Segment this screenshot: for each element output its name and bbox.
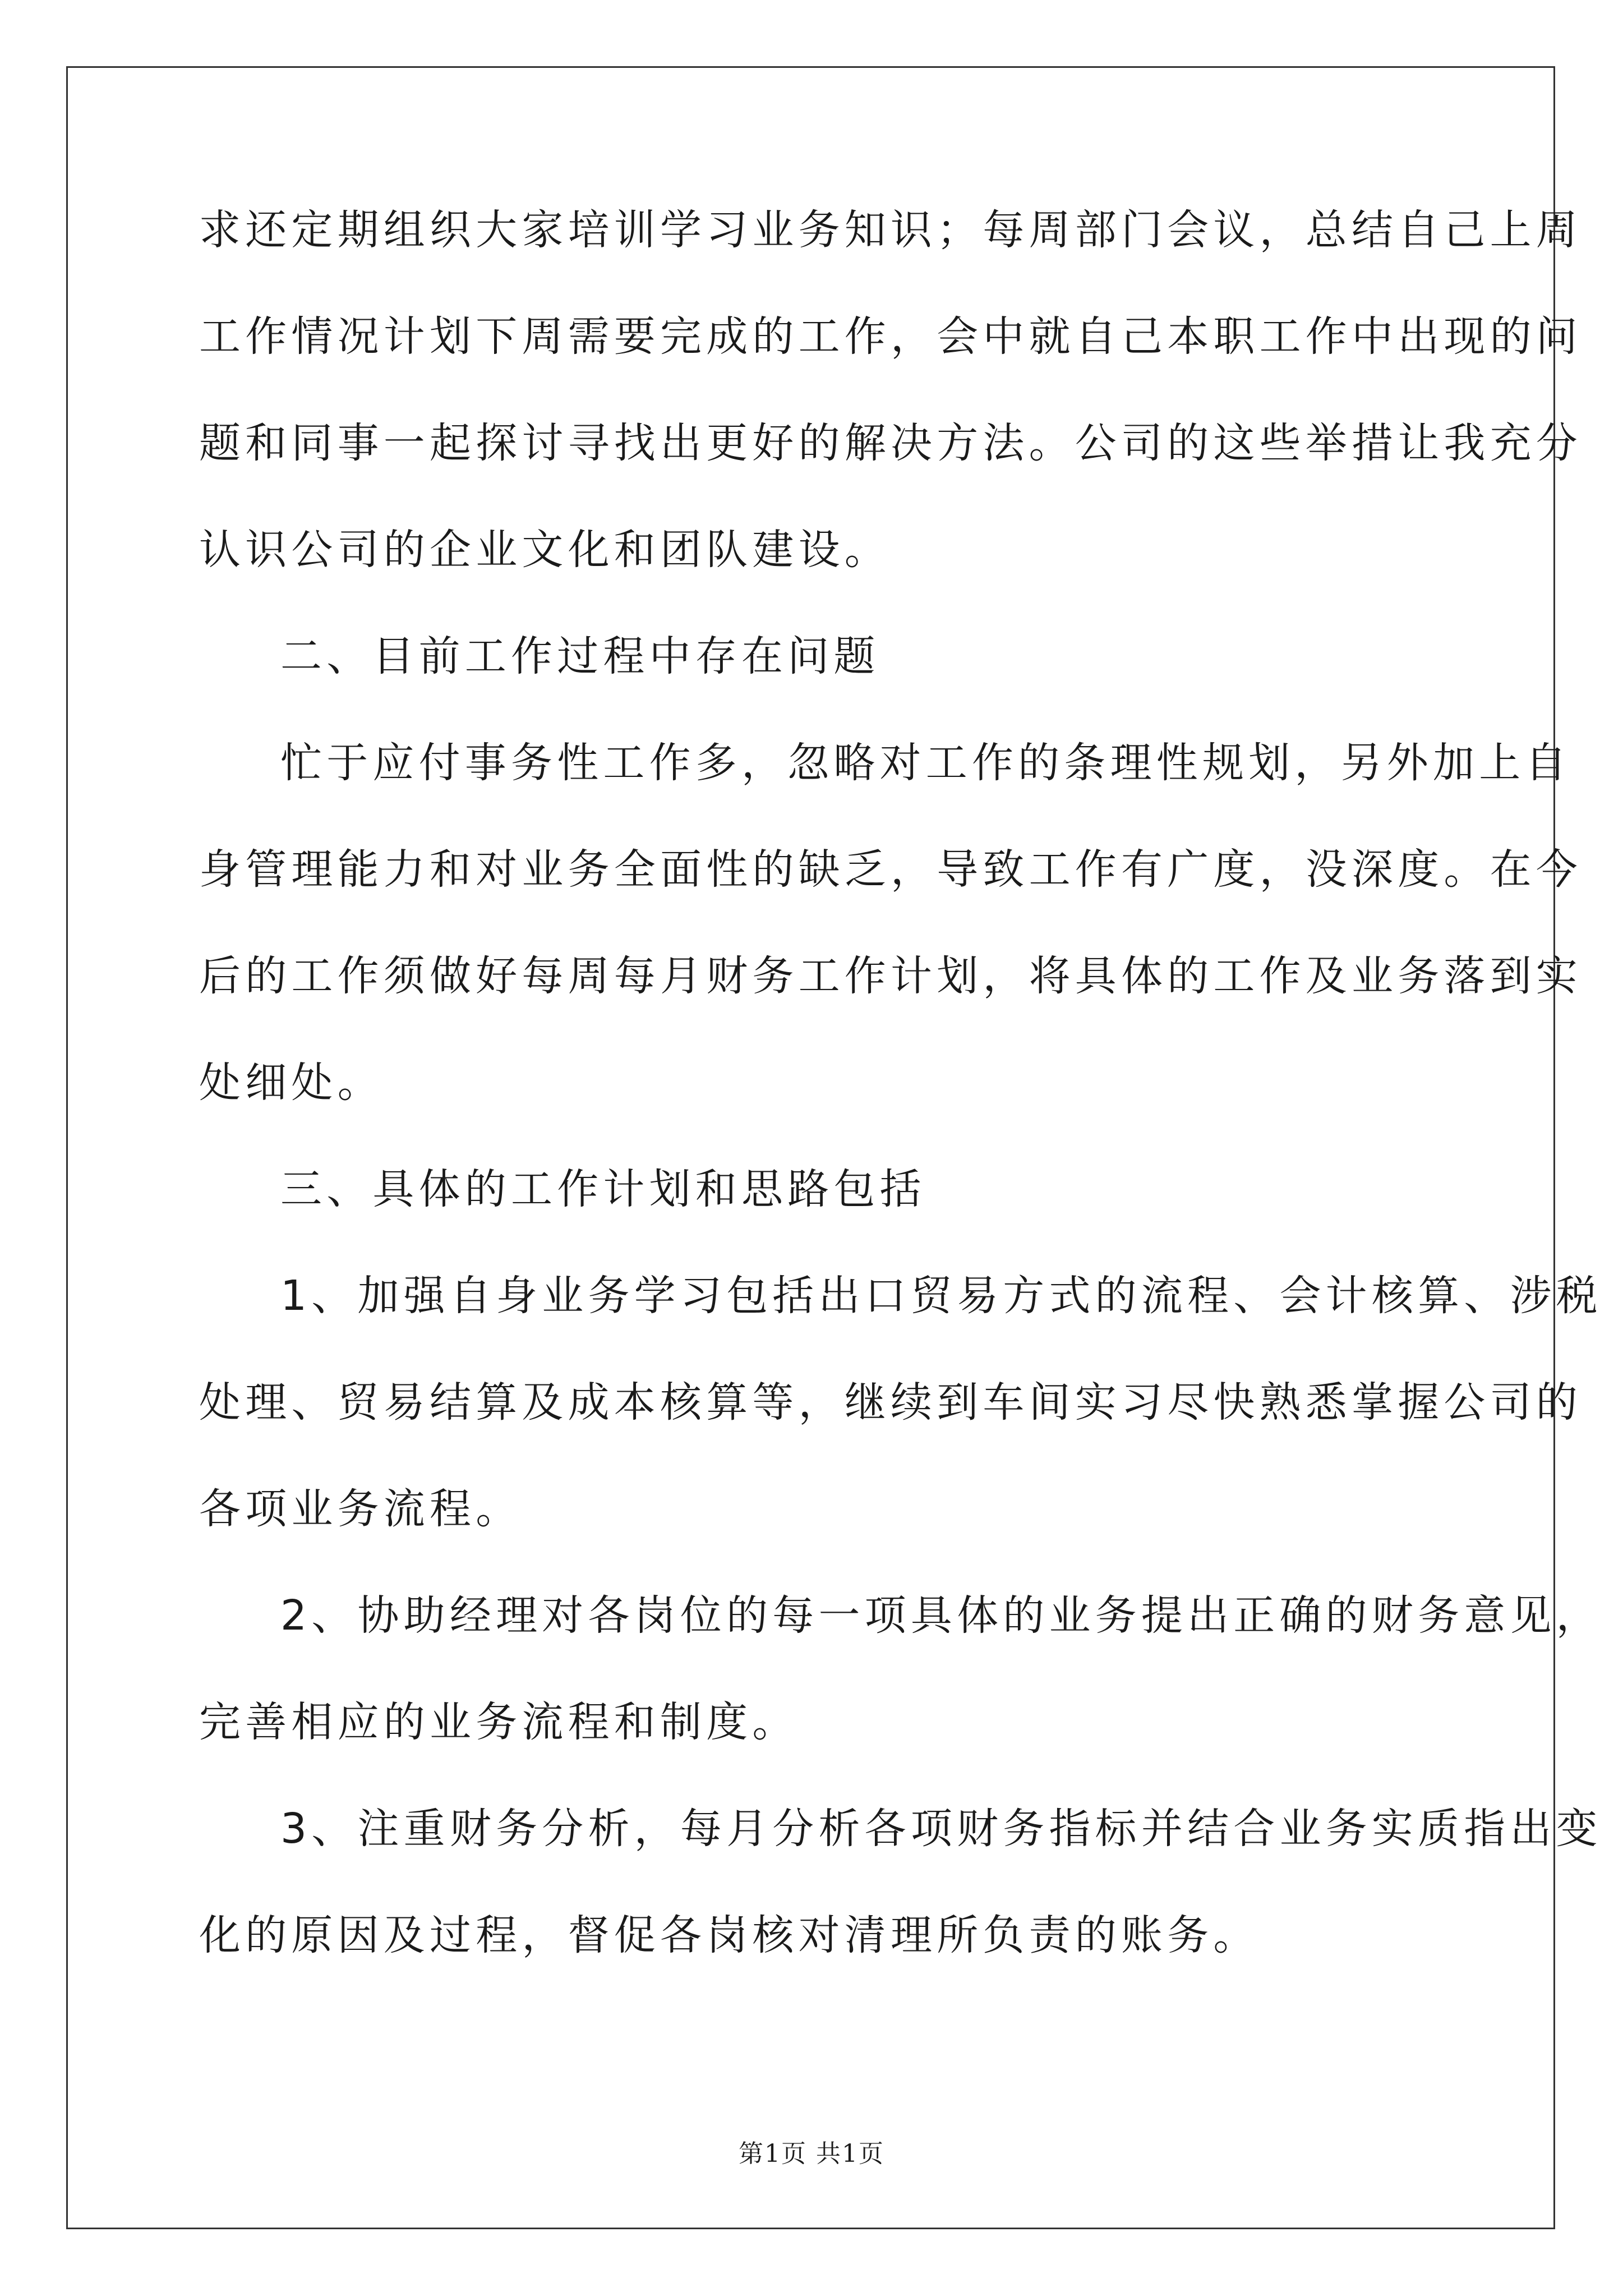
page-footer: 第1页 共1页 xyxy=(739,2139,884,2168)
list-item: 1、加强自身业务学习包括出口贸易方式的流程、会计核算、涉税 xyxy=(280,1272,1602,1320)
body-line: 工作情况计划下周需要完成的工作，会中就自己本职工作中出现的问 xyxy=(199,312,1582,361)
body-line: 完善相应的业务流程和制度。 xyxy=(199,1698,799,1746)
section-heading: 二、目前工作过程中存在问题 xyxy=(280,632,880,680)
body-line: 题和同事一起探讨寻找出更好的解决方法。公司的这些举措让我充分 xyxy=(199,419,1582,467)
list-item: 3、注重财务分析，每月分析各项财务指标并结合业务实质指出变 xyxy=(280,1805,1602,1853)
body-line: 处细处。 xyxy=(199,1059,384,1107)
body-line: 身管理能力和对业务全面性的缺乏，导致工作有广度，没深度。在今 xyxy=(199,845,1582,894)
body-line: 化的原因及过程，督促各岗核对清理所负责的账务。 xyxy=(199,1911,1260,1959)
page-border xyxy=(66,66,1555,2229)
body-line: 认识公司的企业文化和团队建设。 xyxy=(199,526,891,574)
body-line: 处理、贸易结算及成本核算等，继续到车间实习尽快熟悉掌握公司的 xyxy=(199,1378,1582,1427)
body-line: 求还定期组织大家培训学习业务知识；每周部门会议，总结自己上周 xyxy=(199,206,1582,254)
section-heading: 三、具体的工作计划和思路包括 xyxy=(280,1165,926,1213)
body-line: 各项业务流程。 xyxy=(199,1485,522,1533)
body-line: 后的工作须做好每周每月财务工作计划，将具体的工作及业务落到实 xyxy=(199,952,1582,1000)
list-item: 2、协助经理对各岗位的每一项具体的业务提出正确的财务意见， xyxy=(280,1591,1602,1640)
body-line: 忙于应付事务性工作多，忽略对工作的条理性规划，另外加上自 xyxy=(280,739,1571,787)
